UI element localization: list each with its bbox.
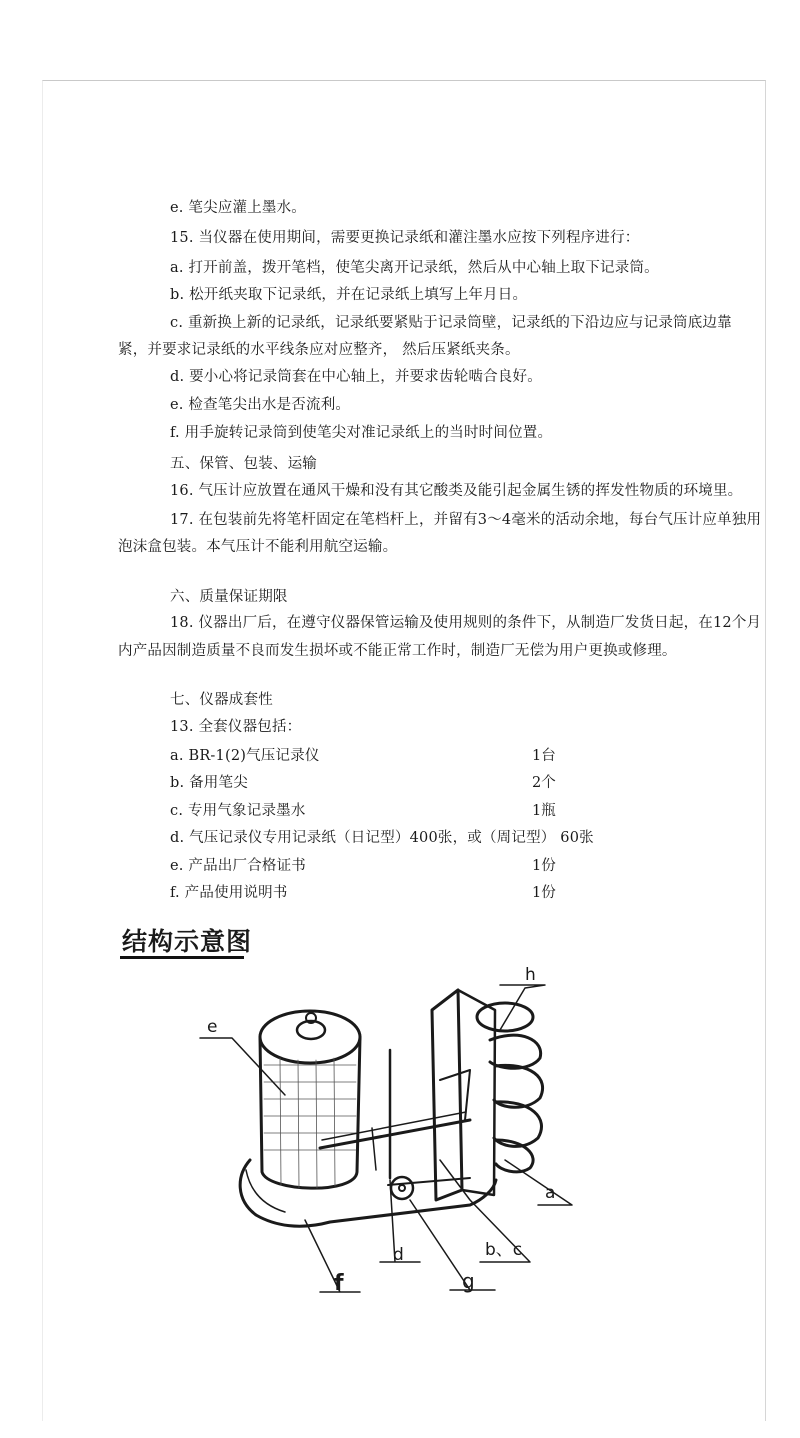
step-f: f. 用手旋转记录筒到使笔尖对准记录纸上的当时时间位置。 <box>170 425 553 441</box>
label-a: a <box>545 1183 556 1203</box>
step-c-line1: c. 重新换上新的记录纸，记录纸要紧贴于记录筒壁，记录纸的下沿边应与记录筒底边靠 <box>170 315 732 331</box>
aneroid-capsule-stack <box>477 1003 543 1172</box>
kit-item-label: a. BR-1(2)气压记录仪 <box>170 748 320 764</box>
item-e-ink: e. 笔尖应灌上墨水。 <box>170 200 306 216</box>
kit-item-qty: 1份 <box>532 858 556 874</box>
kit-item-label: b. 备用笔尖 <box>170 775 248 791</box>
section-6-heading: 六、质量保证期限 <box>170 589 288 605</box>
kit-item-label: e. 产品出厂合格证书 <box>170 858 306 874</box>
diagram-title: 结构示意图 <box>122 927 253 956</box>
kit-item-qty: 1瓶 <box>532 803 556 819</box>
para-13: 13. 全套仪器包括： <box>170 719 302 735</box>
kit-item-qty: 1台 <box>532 748 556 764</box>
label-d: d <box>393 1245 404 1265</box>
kit-item-label: d. 气压记录仪专用记录纸（日记型）400张，或（周记型） 60张 <box>170 830 594 846</box>
para-17-line2: 泡沫盒包装。本气压计不能利用航空运输。 <box>118 539 398 555</box>
record-drum-top <box>260 1011 360 1063</box>
para-18-line1: 18. 仪器出厂后，在遵守仪器保管运输及使用规则的条件下，从制造厂发货日起，在12个月 <box>170 615 762 631</box>
record-drum <box>260 1037 360 1188</box>
para-15: 15. 当仪器在使用期间，需要更换记录纸和灌注墨水应按下列程序进行： <box>170 230 640 246</box>
label-g: g <box>462 1269 475 1293</box>
section-7-heading: 七、仪器成套性 <box>170 692 273 708</box>
label-e: e <box>207 1017 218 1037</box>
step-c-line2: 紧，并要求记录纸的水平线条应对应整齐， 然后压紧纸夹条。 <box>118 342 520 358</box>
para-18-line2: 内产品因制造质量不良而发生损坏或不能正常工作时，制造厂无偿为用户更换或修理。 <box>118 643 677 659</box>
kit-item-qty: 1份 <box>532 885 556 901</box>
kit-item-qty: 2个 <box>532 775 556 791</box>
label-h: h <box>525 965 536 985</box>
para-16: 16. 气压计应放置在通风干燥和没有其它酸类及能引起金属生锈的挥发性物质的环境里。 <box>170 483 743 499</box>
label-f: f <box>334 1271 344 1296</box>
step-a: a. 打开前盖，拨开笔档，使笔尖离开记录纸，然后从中心轴上取下记录筒。 <box>170 260 659 276</box>
section-5-heading: 五、保管、包装、运输 <box>170 456 317 472</box>
kit-item-label: c. 专用气象记录墨水 <box>170 803 306 819</box>
kit-item-label: f. 产品使用说明书 <box>170 885 288 901</box>
step-d: d. 要小心将记录筒套在中心轴上，并要求齿轮啮合良好。 <box>170 369 542 385</box>
label-bc: b、c <box>485 1240 523 1260</box>
para-17-line1: 17. 在包装前先将笔杆固定在笔档杆上，并留有3～4毫米的活动余地，每台气压计应单独用 <box>170 512 762 528</box>
step-b: b. 松开纸夹取下记录纸，并在记录纸上填写上年月日。 <box>170 287 528 303</box>
step-e: e. 检查笔尖出水是否流利。 <box>170 397 351 413</box>
